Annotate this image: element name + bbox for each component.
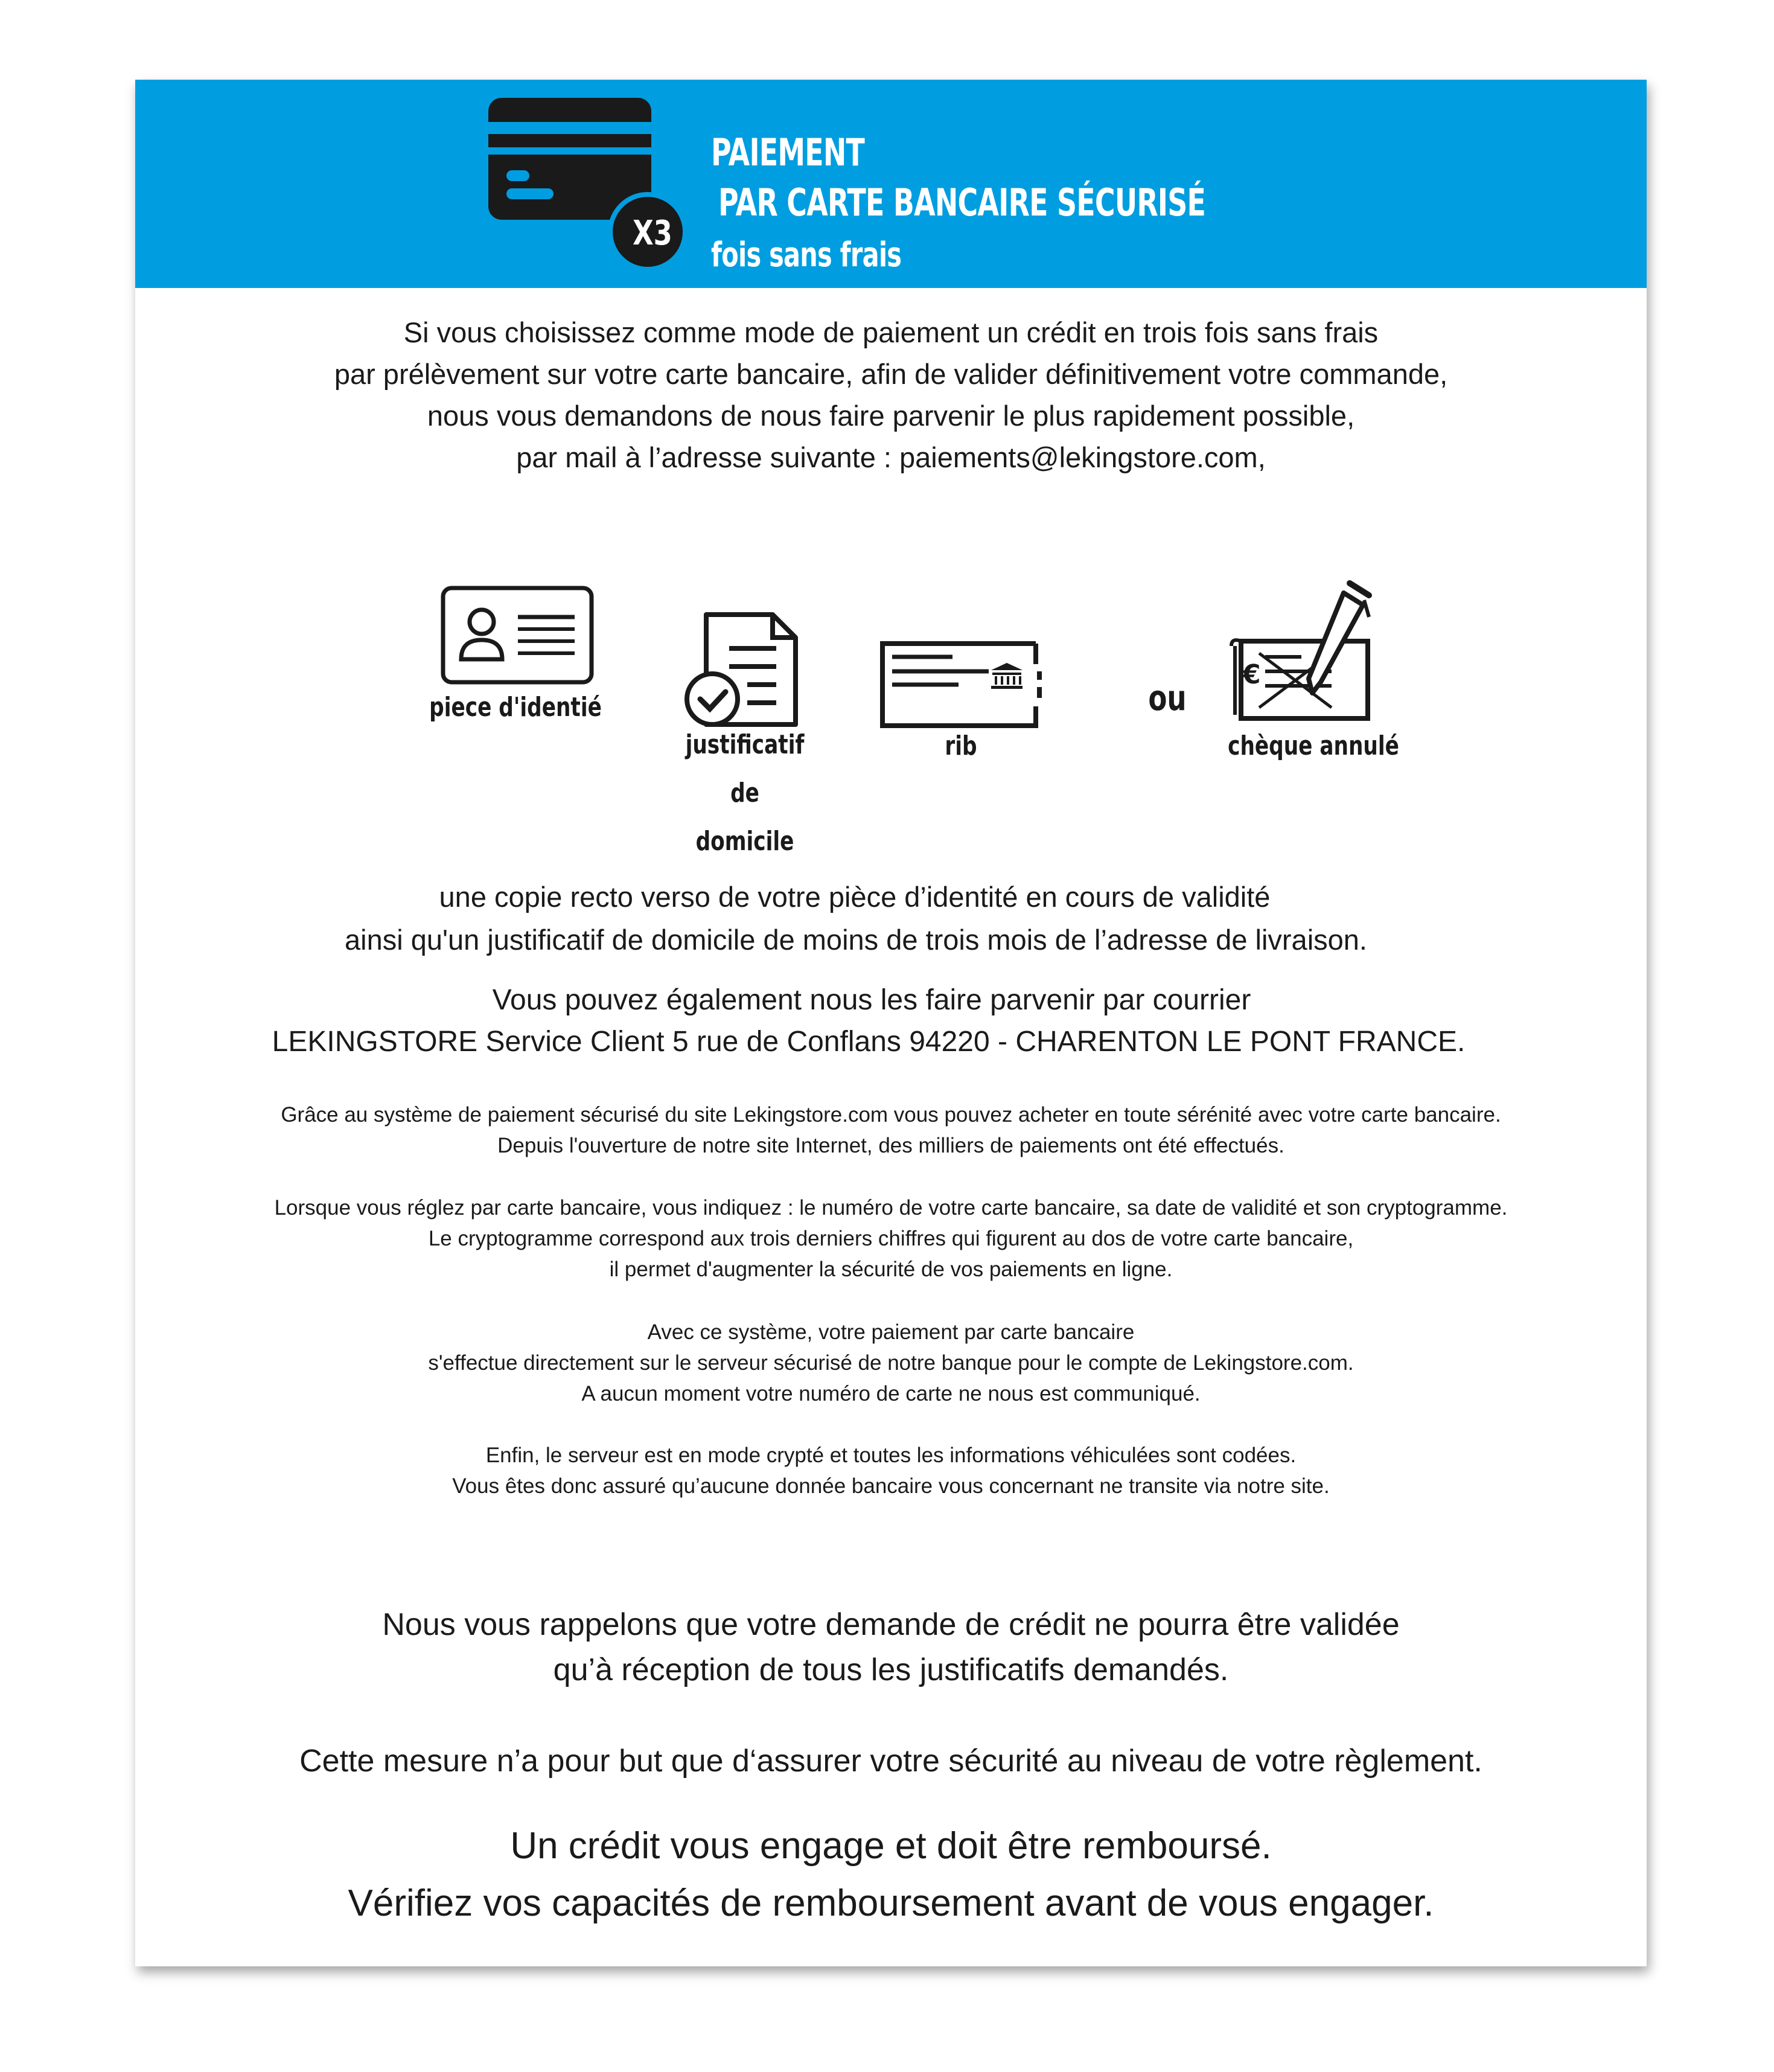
security-paragraph-2 (135, 1192, 1647, 1285)
reminder-line: Nous vous rappelons que votre demande de crédit ne pourra être validée (382, 1607, 1400, 1642)
warning-line: Un crédit vous engage et doit être remboursé. (510, 1825, 1272, 1867)
cancelled-cheque-icon (1229, 575, 1380, 726)
credit-reminder (135, 1602, 1647, 1693)
security-line: s'effectue directement sur le serveur sécurisé de notre banque pour le compte de Lekingstore.com. (428, 1351, 1354, 1375)
intro-line: nous vous demandons de nous faire parvenir le plus rapidement possible, (427, 400, 1355, 432)
installments-badge: X3 (633, 214, 672, 253)
security-line: Avec ce système, votre paiement par carte bancaire (647, 1320, 1135, 1344)
warning-line: Vérifiez vos capacités de remboursement avant de vous engager. (348, 1882, 1434, 1924)
intro-line: par prélèvement sur votre carte bancaire, afin de valider définitivement votre commande, (334, 358, 1448, 390)
banner-subtitle: fois sans frais (711, 235, 902, 275)
proof-of-address-label-line1: justificatif (685, 729, 805, 760)
intro-line: Si vous choisissez comme mode de paiement un crédit en trois fois sans frais (403, 316, 1379, 348)
bank-cheque-icon (879, 640, 1043, 729)
credit-warning (135, 1817, 1647, 1932)
payment-banner (135, 80, 1647, 288)
payment-info-card (135, 80, 1647, 1966)
security-line: Enfin, le serveur est en mode crypté et toutes les informations véhiculées sont codées. (485, 1444, 1297, 1467)
postal-address (135, 979, 1647, 1063)
rib-label: rib (945, 731, 977, 761)
copy-line: ainsi qu'un justificatif de domicile de moins de trois mois de l’adresse de livraison. (345, 924, 1367, 956)
security-line: Le cryptogramme correspond aux trois derniers chiffres qui figurent au dos de votre carte bancaire, (428, 1227, 1354, 1250)
security-line: Vous êtes donc assuré qu’aucune donnée bancaire vous concernant ne transite via notre site. (452, 1474, 1330, 1498)
reminder-line: qu’à réception de tous les justificatifs demandés. (553, 1652, 1229, 1687)
security-line: Grâce au système de paiement sécurisé du site Lekingstore.com vous pouvez acheter en toute sérénité avec votre carte bancaire. (281, 1103, 1501, 1127)
copy-line: une copie recto verso de votre pièce d’identité en cours de validité (439, 881, 1271, 913)
cancelled-cheque-label: chèque annulé (1228, 731, 1399, 761)
intro-line: par mail à l’adresse suivante : paiements@lekingstore.com, (516, 441, 1266, 473)
security-line: A aucun moment votre numéro de carte ne nous est communiqué. (581, 1382, 1201, 1405)
banner-title-line1: PAIEMENT (711, 130, 865, 174)
security-paragraph-3 (135, 1317, 1647, 1409)
proof-of-address-label-line3: domicile (695, 826, 794, 857)
mail-line: LEKINGSTORE Service Client 5 rue de Conflans 94220 - CHARENTON LE PONT FRANCE. (272, 1026, 1466, 1058)
security-line: Depuis l'ouverture de notre site Internet, des milliers de paiements ont été effectués. (497, 1134, 1284, 1157)
intro-paragraph (135, 312, 1647, 478)
security-paragraph-1 (135, 1099, 1647, 1161)
security-line: il permet d'augmenter la sécurité de vos paiements en ligne. (609, 1258, 1173, 1281)
document-check-icon (683, 611, 804, 732)
mail-line: Vous pouvez également nous les faire parvenir par courrier (492, 984, 1251, 1016)
id-card-label: piece d'identié (429, 692, 602, 723)
svg-text:€: € (1242, 659, 1261, 690)
security-paragraph-4 (135, 1440, 1647, 1501)
proof-of-address-label-line2: de (730, 778, 759, 808)
copy-requirements (135, 875, 1647, 961)
banner-title-line2: PAR CARTE BANCAIRE SÉCURISÉ (718, 181, 1206, 225)
security-line: Lorsque vous réglez par carte bancaire, vous indiquez : le numéro de votre carte bancaire, sa date de validité et son cryptogramme. (274, 1196, 1508, 1220)
measure-line: Cette mesure n’a pour but que d‘assurer votre sécurité au niveau de votre règlement. (299, 1744, 1482, 1779)
id-card-icon (441, 586, 594, 685)
security-measure-note (135, 1739, 1647, 1784)
or-label: ou (1148, 677, 1187, 718)
